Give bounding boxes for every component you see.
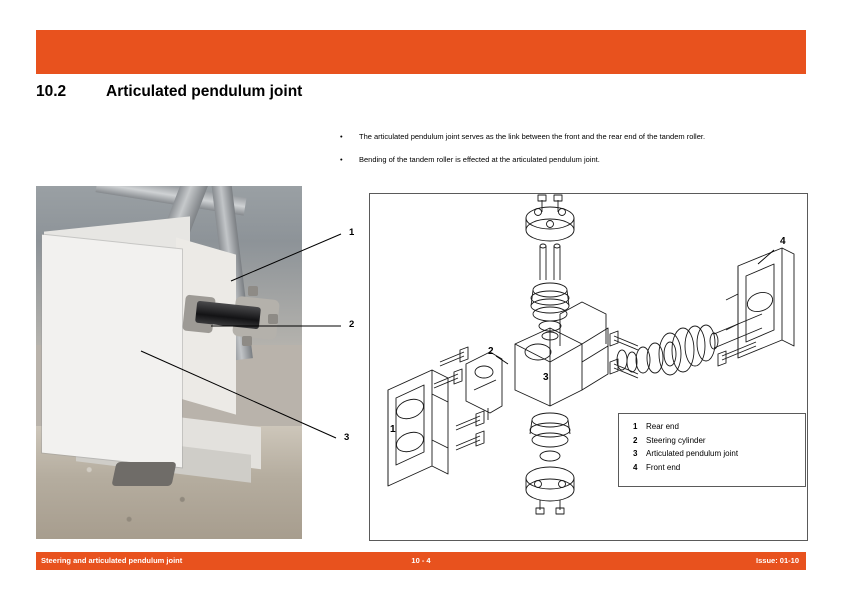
diagram-shaft-assembly [610,314,762,378]
section-number: 10.2 [36,83,67,100]
page-title [36,83,806,105]
legend-item [619,461,805,475]
diagram-joint-body [515,302,608,406]
diagram-callout-4: 4 [780,236,786,247]
legend-key: 3 [633,449,638,458]
diagram-steering-cylinder [466,352,502,420]
bullet-marker-icon: • [340,155,343,164]
diagram-callout-3: 3 [543,372,549,383]
photo-bolt [268,314,278,324]
exploded-view-diagram [369,193,808,541]
legend-value: Rear end [646,422,679,431]
legend-box [618,413,806,487]
diagram-lower-stack [526,413,574,514]
diagram-front-end [726,248,794,358]
footer-chapter-title: Steering and articulated pendulum joint [41,556,183,565]
diagram-upper-stack [526,195,574,340]
bullet-text: The articulated pendulum joint serves as the link between the front and the rear end of the tandem roller. [359,132,706,141]
diagram-drawing [370,194,807,540]
bullet-marker-icon: • [340,132,343,141]
photo-callout-1: 1 [349,227,355,238]
photo-panel-main [42,235,182,468]
machine-photograph [36,186,302,539]
footer-page-number: 10 - 4 [411,556,431,565]
photo-drum [111,462,176,486]
bullet-list [340,131,810,177]
legend-value: Front end [646,462,681,472]
photo-bolt [248,286,258,296]
legend-key: 2 [633,435,638,445]
diagram-callout-1: 1 [390,424,396,435]
photo-callout-2: 2 [349,319,355,330]
bullet-text: Bending of the tandem roller is effected at the articulated pendulum joint. [359,155,600,164]
legend-item [619,420,805,434]
section-title: Articulated pendulum joint [106,83,303,100]
diagram-callout-2: 2 [488,346,494,357]
legend-key: 1 [633,422,638,431]
legend-value: Steering cylinder [646,435,706,445]
legend-item [619,447,805,461]
header-accent-bar [36,30,806,74]
diagram-rear-end [388,370,448,486]
page-footer [36,552,806,570]
photo-callout-3: 3 [344,432,350,443]
list-item [340,154,810,165]
legend-item [619,434,805,448]
footer-issue: Issue: 01-10 [756,556,799,565]
list-item [340,131,810,142]
legend-value: Articulated pendulum joint [646,449,739,458]
photo-bolt [242,336,252,346]
legend-key: 4 [633,462,638,472]
